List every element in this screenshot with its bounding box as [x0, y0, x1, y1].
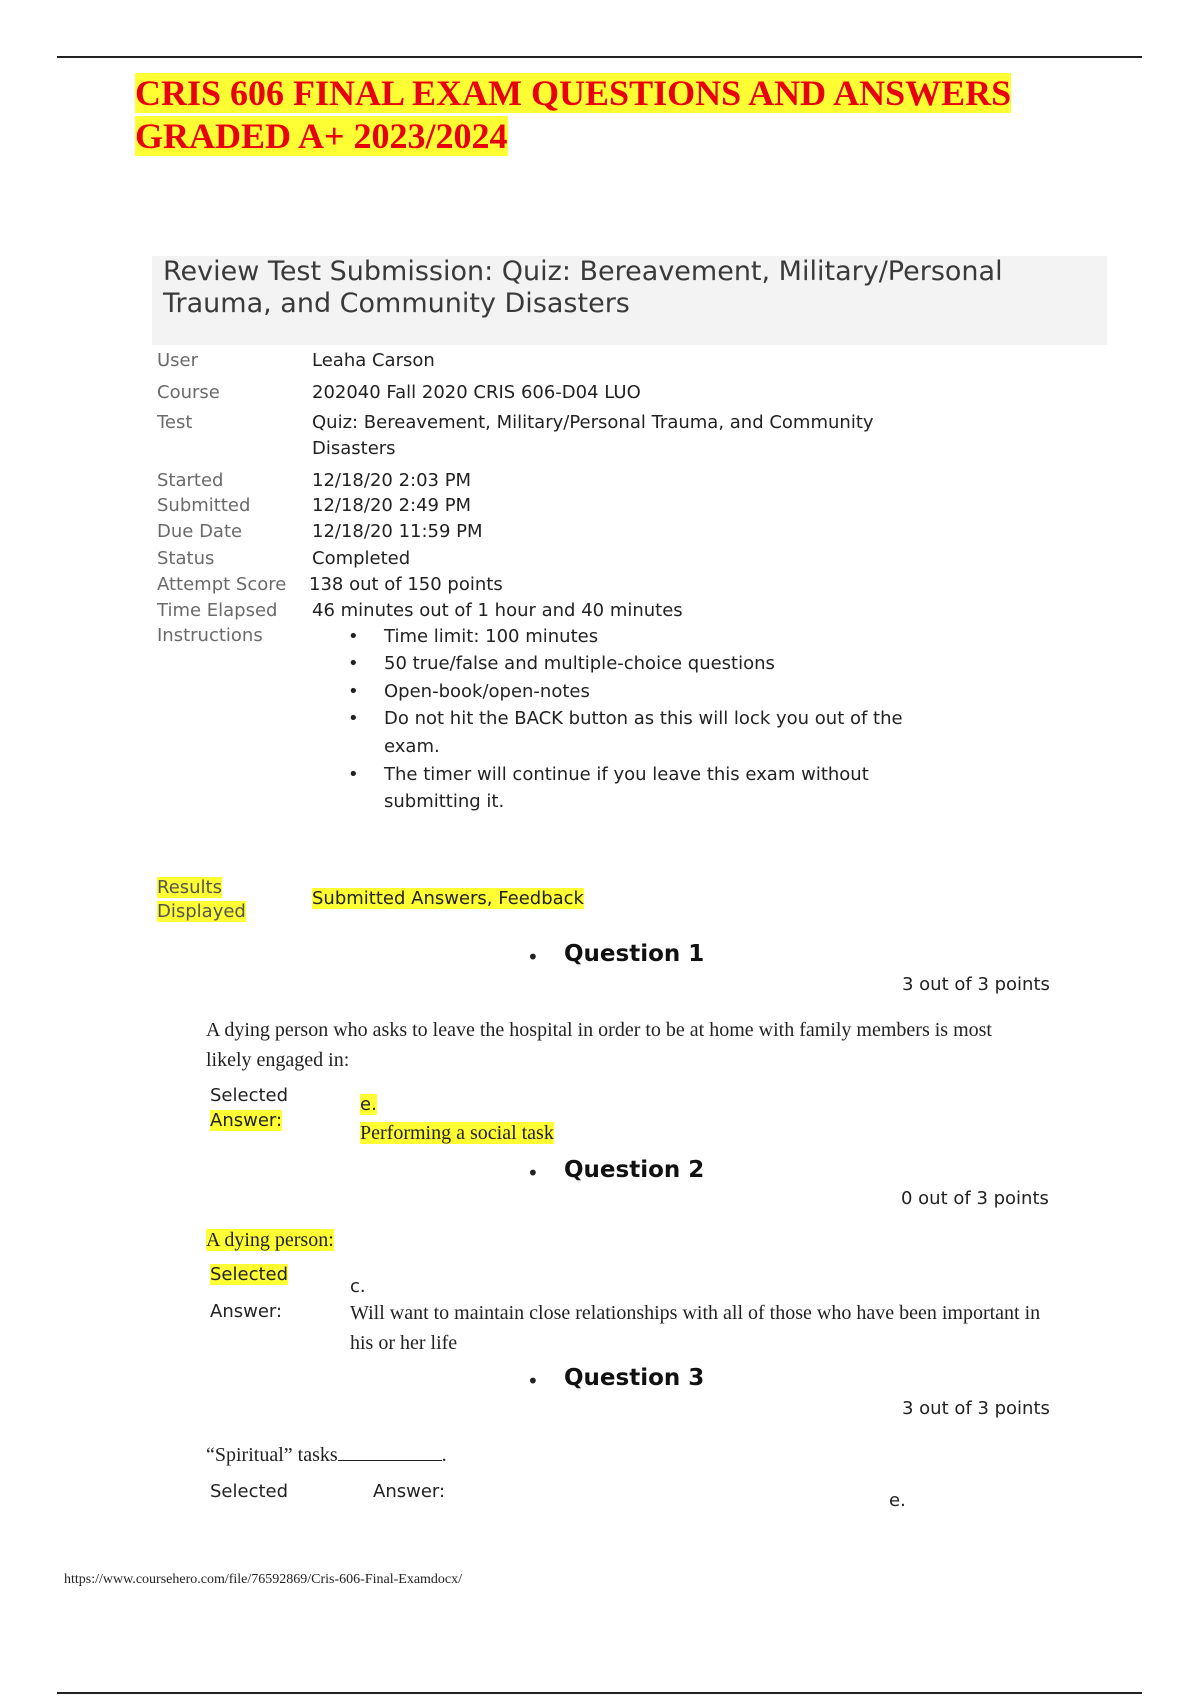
instruction-item-continued: submitting it.	[384, 791, 505, 812]
fill-in-blank	[338, 1440, 442, 1461]
results-displayed-value	[312, 888, 584, 909]
question-1-answer-letter	[360, 1094, 377, 1115]
time-elapsed-value: 46 minutes out of 1 hour and 40 minutes	[312, 600, 683, 621]
results-value-text: Submitted Answers, Feedback	[312, 888, 584, 909]
test-value-line-2: Disasters	[312, 438, 396, 459]
bullet-icon: •	[527, 1161, 539, 1185]
instruction-item-continued: exam.	[384, 736, 440, 757]
test-value-line-1: Quiz: Bereavement, Military/Personal Trauma, and Community	[312, 412, 874, 433]
course-label: Course	[157, 382, 220, 403]
attempt-score-value: 138 out of 150 points	[309, 574, 503, 595]
submitted-label: Submitted	[157, 495, 251, 516]
question-2-answer-text-line-1: Will want to maintain close relationships with all of those who have been important in	[350, 1302, 1041, 1324]
question-3-text-prefix: “Spiritual” tasks	[206, 1444, 338, 1466]
time-elapsed-label: Time Elapsed	[157, 600, 278, 621]
attempt-score-label: Attempt Score	[157, 574, 287, 595]
started-value: 12/18/20 2:03 PM	[312, 470, 472, 491]
source-url: https://www.coursehero.com/file/76592869/Cris-606-Final-Examdocx/	[64, 1572, 463, 1587]
question-3-selected-label: Selected	[210, 1481, 289, 1502]
question-2-answer-letter: c.	[350, 1276, 366, 1297]
instruction-item: Do not hit the BACK button as this will lock you out of the	[384, 708, 903, 729]
question-3-heading: Question 3	[564, 1365, 705, 1391]
answer-label-text: Answer:	[210, 1110, 283, 1131]
due-date-label: Due Date	[157, 521, 243, 542]
course-value: 202040 Fall 2020 CRIS 606-D04 LUO	[312, 382, 641, 403]
question-1-points: 3 out of 3 points	[902, 974, 1050, 995]
document-title	[135, 72, 1035, 158]
instruction-item: Time limit: 100 minutes	[384, 626, 599, 647]
question-1-answer-text	[360, 1118, 554, 1148]
bullet-icon: •	[348, 681, 359, 702]
results-label-line-1: Results	[157, 877, 222, 898]
review-heading	[163, 256, 1063, 320]
title-line-1: CRIS 606 FINAL EXAM QUESTIONS AND ANSWERS	[135, 73, 1012, 113]
bullet-icon: •	[348, 764, 359, 785]
bullet-icon: •	[527, 945, 539, 969]
status-value: Completed	[312, 548, 411, 569]
submitted-value: 12/18/20 2:49 PM	[312, 495, 472, 516]
answer-text: Performing a social task	[360, 1122, 554, 1144]
started-label: Started	[157, 470, 224, 491]
bullet-icon: •	[348, 708, 359, 729]
instruction-item: The timer will continue if you leave this exam without	[384, 764, 869, 785]
question-2-text	[206, 1225, 334, 1255]
question-3-points: 3 out of 3 points	[902, 1398, 1050, 1419]
selected-label-text: Selected	[210, 1264, 289, 1285]
instructions-label: Instructions	[157, 625, 263, 646]
question-2-answer-text-line-2: his or her life	[350, 1332, 458, 1354]
question-3-answer-letter: e.	[889, 1490, 906, 1511]
bullet-icon: •	[348, 626, 359, 647]
user-value: Leaha Carson	[312, 350, 435, 371]
due-date-value: 12/18/20 11:59 PM	[312, 521, 483, 542]
instruction-item: 50 true/false and multiple-choice questions	[384, 653, 775, 674]
review-heading-line-2: Trauma, and Community Disasters	[163, 288, 630, 319]
question-1-text-line-2: likely engaged in:	[206, 1049, 350, 1071]
question-3-text	[206, 1440, 447, 1470]
results-label-line-2: Displayed	[157, 901, 246, 922]
question-1-text-line-1: A dying person who asks to leave the hospital in order to be at home with family members is most	[206, 1019, 992, 1041]
question-3-answer-label: Answer:	[373, 1481, 446, 1502]
question-2-selected-label	[210, 1264, 288, 1285]
question-2-text-highlight: A dying person:	[206, 1229, 334, 1251]
test-label: Test	[157, 412, 193, 433]
top-divider	[57, 56, 1142, 58]
question-2-points: 0 out of 3 points	[901, 1188, 1049, 1209]
bullet-icon: •	[348, 653, 359, 674]
answer-letter-text: e.	[360, 1094, 377, 1115]
bullet-icon: •	[527, 1369, 539, 1393]
bottom-divider	[57, 1692, 1142, 1694]
question-1-answer-label	[210, 1110, 282, 1131]
question-2-heading: Question 2	[564, 1157, 705, 1183]
results-displayed-label	[157, 877, 246, 925]
question-2-answer-label: Answer:	[210, 1301, 283, 1322]
question-1-heading: Question 1	[564, 941, 705, 967]
status-label: Status	[157, 548, 215, 569]
question-3-text-suffix: .	[441, 1444, 447, 1466]
review-heading-line-1: Review Test Submission: Quiz: Bereavement, Military/Personal	[163, 256, 1003, 287]
question-1-selected-label: Selected	[210, 1085, 289, 1106]
instruction-item: Open-book/open-notes	[384, 681, 590, 702]
title-line-2: GRADED A+ 2023/2024	[135, 116, 508, 156]
user-label: User	[157, 350, 199, 371]
